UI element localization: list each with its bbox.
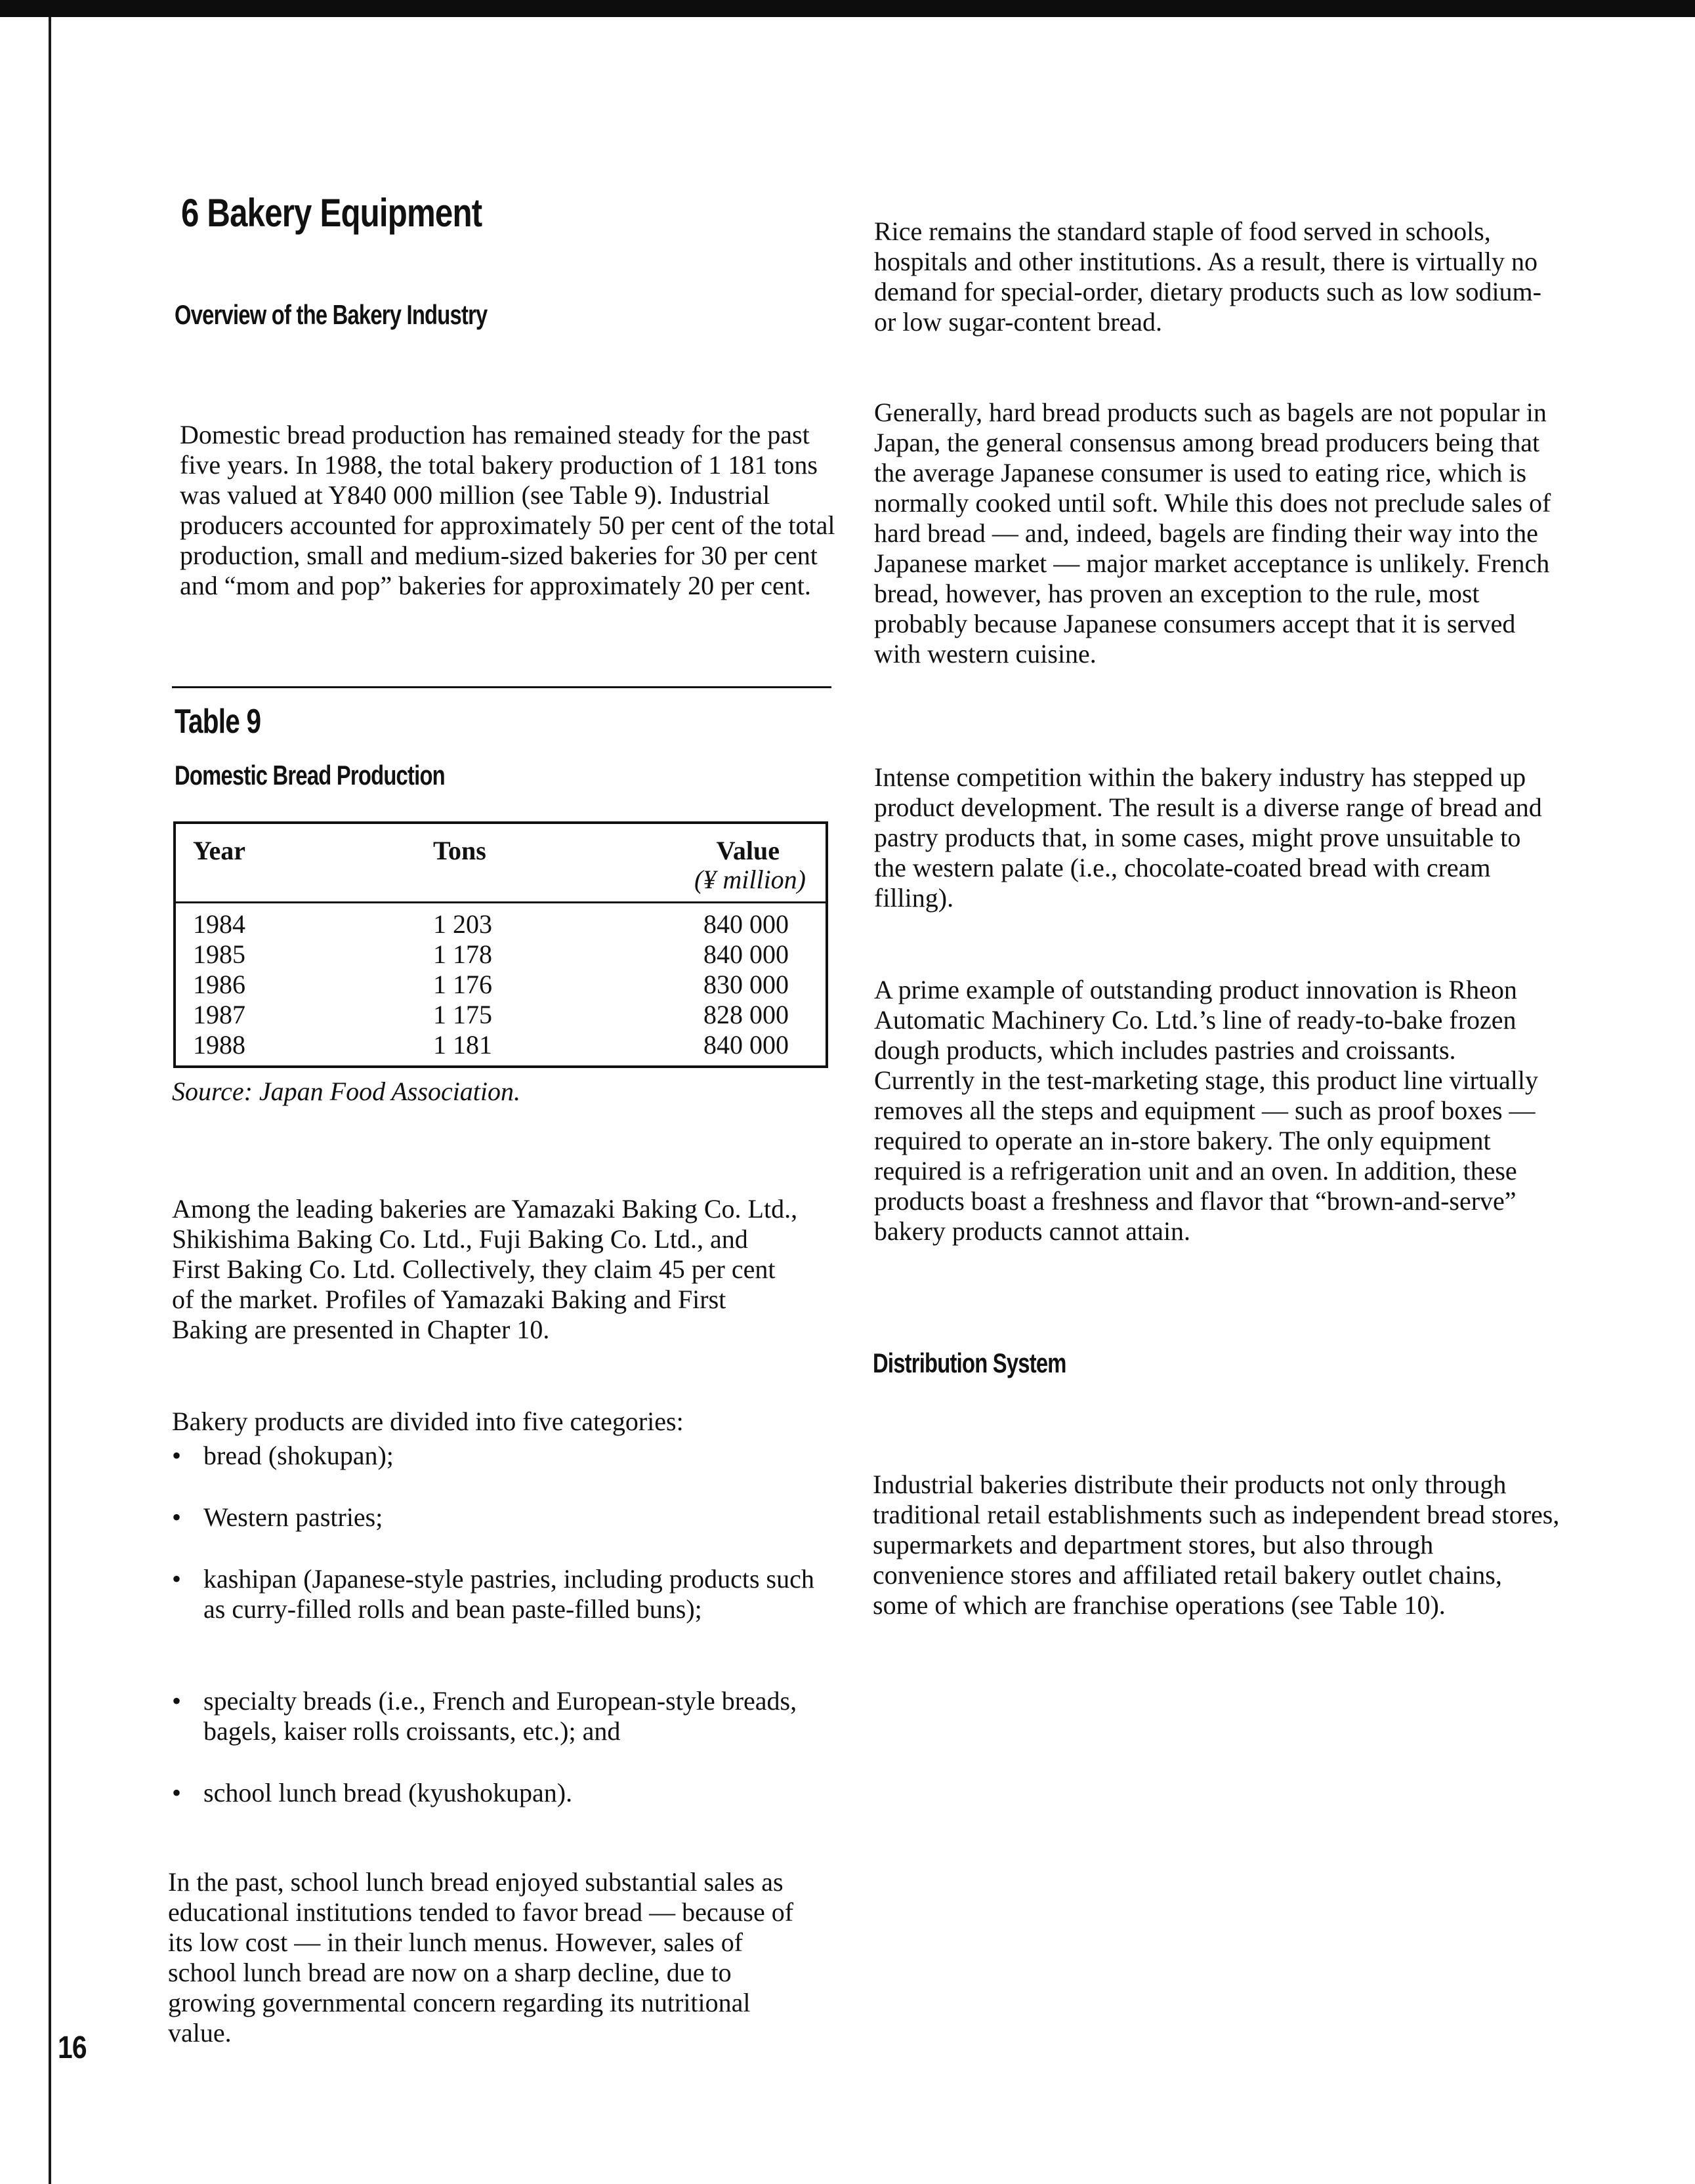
column-header-year: Year bbox=[193, 836, 245, 865]
page-number: 16 bbox=[58, 2030, 87, 2065]
school-lunch-paragraph: In the past, school lunch bread enjoyed substantial sales as educational institutions tended to favor bread — because of its low cost — in their lunch menus. However, sales of school lunch bread are now on a sharp decline, due to growing governmental concern regarding its nutritional value. bbox=[168, 1867, 794, 2048]
hard-bread-paragraph: Generally, hard bread products such as bagels are not popular in Japan, the general consensus among bread producers being that the average Japanese consumer is used to eating rice, which is normally cooked until soft. While this does not preclude sales of hard bread — and, indeed, bagels are finding their way into the Japanese market — major market acceptance is unlikely. French bread, however, has proven an exception to the rule, most probably because Japanese consumers accept that it is served with western cuisine. bbox=[874, 398, 1551, 669]
overview-paragraph: Domestic bread production has remained steady for the past five years. In 1988, the total bakery production of 1 181 tons was valued at Y840 000 million (see Table 9). Industrial producers accounted for approximately 50 per cent of the total production, small and medium-sized bakeries for 30 per cent and “mom and pop” bakeries for approximately 20 per cent. bbox=[180, 420, 835, 600]
table-title: Domestic Bread Production bbox=[175, 760, 445, 791]
cell-tons: 1 181 bbox=[433, 1030, 492, 1060]
column-header-value: Value bbox=[716, 836, 780, 865]
top-border-bar bbox=[0, 0, 1695, 17]
cell-year: 1986 bbox=[193, 970, 245, 999]
cell-value: 830 000 bbox=[703, 970, 789, 999]
distribution-paragraph: Industrial bakeries distribute their products not only through traditional retail establishments such as independent bread stores, supermarkets and department stores, but also through convenience stores and affiliated retail bakery outlet chains, some of which are franchise operations (see Table 10). bbox=[873, 1470, 1560, 1620]
column-header-tons: Tons bbox=[433, 836, 486, 865]
cell-value: 840 000 bbox=[703, 909, 789, 939]
bullet-text: school lunch bread (kyushokupan). bbox=[203, 1778, 573, 1807]
cell-value: 828 000 bbox=[703, 1000, 789, 1029]
rice-staple-paragraph: Rice remains the standard staple of food served in schools, hospitals and other institutions. As a result, there is virtually no demand for special-order, dietary products such as low sodium- or low sugar-content bread. bbox=[874, 216, 1541, 337]
cell-tons: 1 203 bbox=[433, 909, 492, 939]
cell-year: 1988 bbox=[193, 1030, 245, 1060]
bullet-marker: • bbox=[172, 1778, 182, 1807]
bullet-marker: • bbox=[172, 1441, 182, 1470]
section-heading-overview: Overview of the Bakery Industry bbox=[175, 299, 488, 330]
cell-tons: 1 178 bbox=[433, 939, 492, 969]
bullet-text: kashipan (Japanese-style pastries, including products such as curry-filled rolls and bean paste-filled buns); bbox=[203, 1564, 814, 1624]
table-label: Table 9 bbox=[175, 703, 261, 741]
bullet-marker: • bbox=[172, 1564, 182, 1594]
column-header-value-unit: (¥ million) bbox=[694, 865, 806, 894]
bullet-marker: • bbox=[172, 1686, 182, 1716]
table-header bbox=[176, 824, 826, 903]
competition-paragraph: Intense competition within the bakery industry has stepped up product development. The result is a diverse range of bread and pastry products that, in some cases, might prove unsuitable to the western palate (i.e., chocolate-coated bread with cream filling). bbox=[874, 762, 1542, 913]
bullet-marker: • bbox=[172, 1502, 182, 1532]
leading-bakeries-paragraph: Among the leading bakeries are Yamazaki Baking Co. Ltd., Shikishima Baking Co. Ltd., Fuji Baking Co. Ltd., and First Baking Co. Ltd. Collectively, they claim 45 per cent of the market. Profiles of Yamazaki Baking and First Baking are presented in Chapter 10. bbox=[172, 1194, 798, 1344]
rheon-paragraph: A prime example of outstanding product innovation is Rheon Automatic Machinery Co. Ltd.’s line of ready-to-bake frozen dough products, which includes pastries and croissants. Currently in the test-marketing stage, this product line virtually removes all the steps and equipment — such as proof boxes — required to operate an in-store bakery. The only equipment required is a refrigeration unit and an oven. In addition, these products boast a freshness and flavor that “brown-and-serve” bakery products cannot attain. bbox=[874, 975, 1538, 1246]
table-top-rule bbox=[172, 686, 831, 688]
section-heading-distribution: Distribution System bbox=[873, 1348, 1066, 1378]
cell-year: 1987 bbox=[193, 1000, 245, 1029]
bullet-text: bread (shokupan); bbox=[203, 1441, 394, 1470]
bullet-text: Western pastries; bbox=[203, 1502, 383, 1532]
cell-year: 1985 bbox=[193, 939, 245, 969]
cell-year: 1984 bbox=[193, 909, 245, 939]
cell-value: 840 000 bbox=[703, 1030, 789, 1060]
cell-tons: 1 176 bbox=[433, 970, 492, 999]
categories-intro: Bakery products are divided into five categories: bbox=[172, 1407, 684, 1436]
left-margin-rule bbox=[49, 17, 51, 2184]
chapter-title: 6 Bakery Equipment bbox=[181, 191, 482, 235]
bullet-text: specialty breads (i.e., French and European-style breads, bagels, kaiser rolls croissants, etc.); and bbox=[203, 1686, 797, 1746]
bread-production-table bbox=[173, 821, 828, 1068]
table-source-note: Source: Japan Food Association. bbox=[172, 1077, 521, 1106]
cell-tons: 1 175 bbox=[433, 1000, 492, 1029]
cell-value: 840 000 bbox=[703, 939, 789, 969]
